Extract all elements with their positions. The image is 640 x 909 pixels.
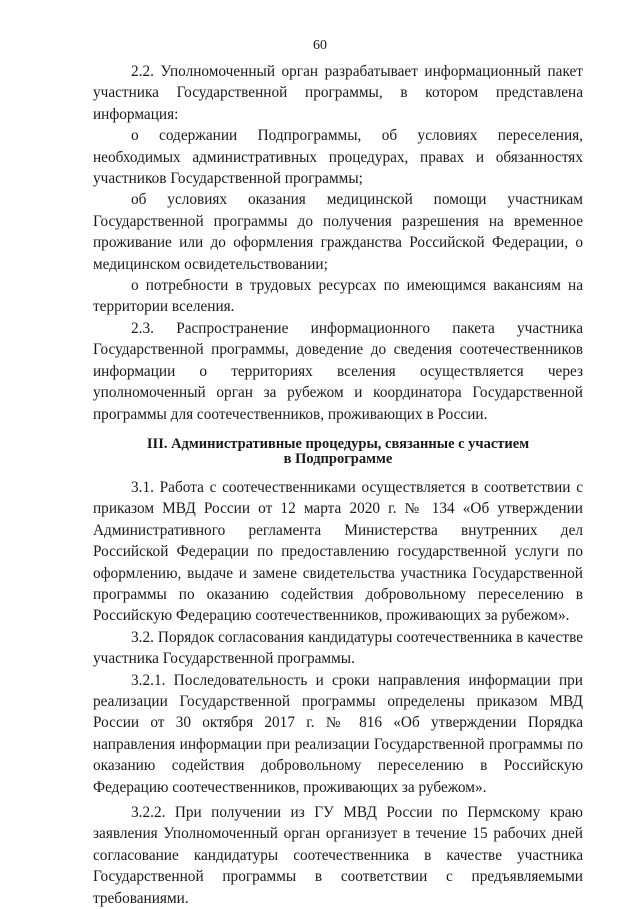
document-body (93, 61, 583, 909)
paragraph-3-2-1: 3.2.1. Последовательность и сроки направления информации при реализации Государственной программы определены приказом МВД России от 30 октября 2017 г. № 816 «Об утверждении Порядка направления информации при реализации Государственной программы по оказанию содействия добровольному переселению в Российскую Федерацию соотечественников, проживающих за рубежом». (93, 671, 583, 796)
paragraph-3-2-2: 3.2.2. При получении из ГУ МВД России по Пермскому краю заявления Уполномоченный орган организует в течение 15 рабочих дней согласование кандидатуры соотечественника в качестве участника Государственной программы в соответствии с предъявляемыми требованиями. (93, 804, 583, 907)
page-number: 60 (313, 38, 327, 53)
section-heading (93, 437, 583, 467)
paragraph-2-3: 2.3. Распространение информационного пакета участника Государственной программы, доведение до сведения соотечественников информации о территориях вселения осуществляется через уполномоченный орган за рубежом и координатора Государственной программы для соотечественников, проживающих в России. (93, 319, 583, 423)
paragraph-3-1: 3.1. Работа с соотечественниками осуществляется в соответствии с приказом МВД России от 12 марта 2020 г. № 134 «Об утверждении Административного регламента Министерства внутренних дел Российской Федерации по предоставлению государственной услуги по оформлению, выдаче и замене свидетельства участника Государственной программы по оказанию содействия добровольному переселению в Российскую Федерацию соотечественников, проживающих за рубежом». (93, 478, 583, 625)
paragraph-3-2: 3.2. Порядок согласования кандидатуры соотечественника в качестве участника Государственной программы. (93, 628, 583, 668)
paragraph-2-2: 2.2. Уполномоченный орган разрабатывает информационный пакет участника Государственной программы, в котором представлена информация: (93, 63, 583, 123)
paragraph-labor-needs: о потребности в трудовых ресурсах по имеющимся вакансиям на территории вселения. (93, 277, 583, 316)
section-heading-line-2: в Подпрограмме (283, 450, 393, 467)
section-heading-line-1: III. Административные процедуры, связанные с участием (146, 435, 530, 452)
paragraph-subprogram-info: о содержании Подпрограммы, об условиях переселения, необходимых административных процедурах, правах и обязанностях участников Государственной программы; (93, 127, 583, 188)
paragraph-medical-info: об условиях оказания медицинской помощи участникам Государственной программы до получения разрешения на временное проживание или до оформления гражданства Российской Федерации, о медицинском освидетельствовании; (93, 191, 583, 273)
